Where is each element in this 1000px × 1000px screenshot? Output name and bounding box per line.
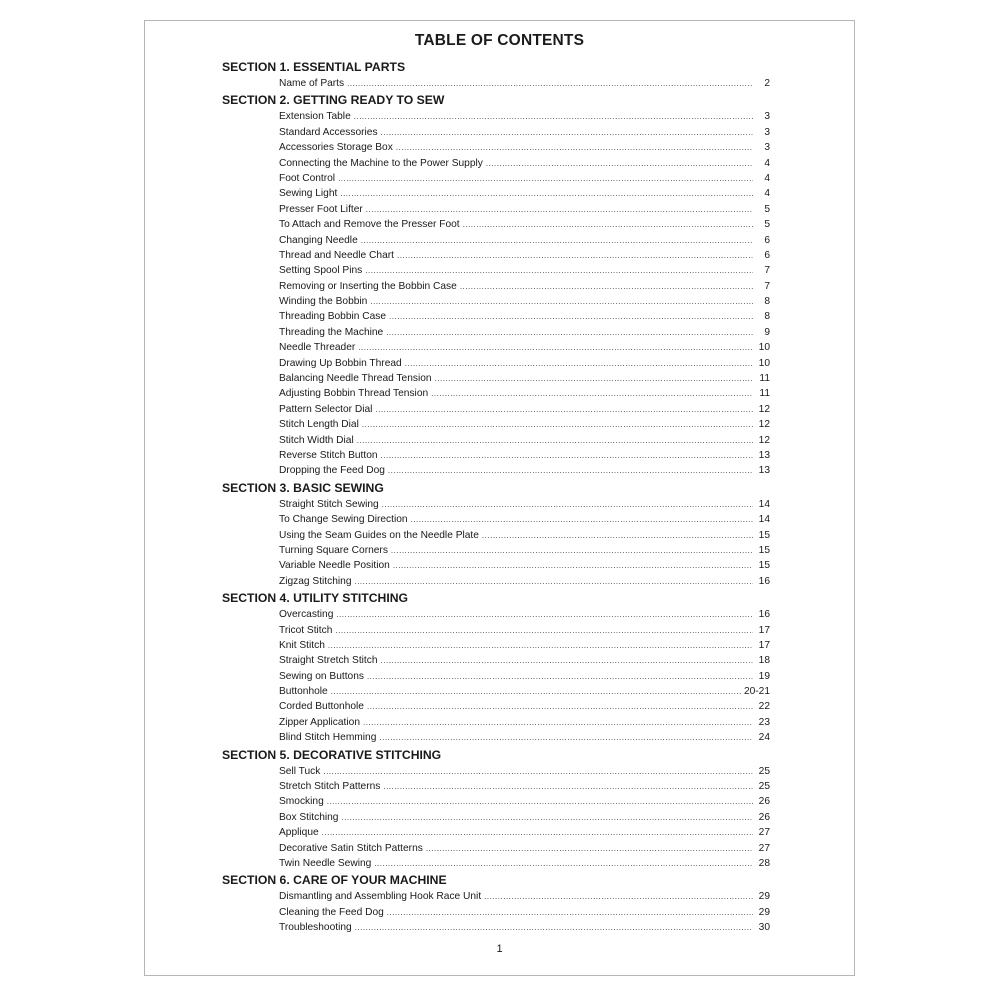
entry-label: Sewing on Buttons — [279, 670, 364, 682]
entry-label: Tricot Stitch — [279, 624, 333, 636]
entry-label: Dropping the Feed Dog — [279, 465, 385, 477]
toc-entry — [220, 171, 770, 186]
page-title: TABLE OF CONTENTS — [414, 32, 585, 49]
entry-label: Stitch Width Dial — [279, 434, 354, 446]
entry-page-number: 17 — [758, 639, 770, 651]
entry-label: Straight Stitch Sewing — [279, 498, 379, 510]
toc-entry — [220, 825, 770, 840]
entry-label: Presser Foot Lifter — [279, 203, 363, 215]
toc-entry — [220, 463, 770, 478]
toc-entry — [220, 730, 770, 745]
entry-label: Pattern Selector Dial — [279, 403, 373, 415]
section-heading: SECTION 6. CARE OF YOUR MACHINE — [222, 873, 447, 888]
toc-entry — [220, 856, 770, 871]
toc-entry — [220, 433, 770, 448]
toc-entry — [220, 248, 770, 263]
section-heading: SECTION 5. DECORATIVE STITCHING — [222, 747, 442, 762]
dot-leader — [341, 810, 753, 825]
toc-entry — [220, 156, 770, 171]
dot-leader — [328, 638, 753, 653]
entry-page-number: 30 — [758, 922, 770, 934]
dot-leader — [362, 417, 753, 432]
entry-label: Smocking — [279, 796, 324, 808]
toc-entry — [220, 263, 770, 278]
dot-leader — [411, 512, 753, 527]
document-page — [144, 20, 855, 976]
entry-page-number: 16 — [758, 575, 770, 587]
entry-page-number: 13 — [758, 449, 770, 461]
entry-label: Needle Threader — [279, 342, 356, 354]
entry-label: Stretch Stitch Patterns — [279, 781, 381, 793]
dot-leader — [383, 779, 753, 794]
toc-entry — [220, 528, 770, 543]
dot-leader — [379, 730, 753, 745]
entry-label: Foot Control — [279, 172, 336, 184]
toc-entry — [220, 340, 770, 355]
entry-label: Applique — [279, 827, 319, 839]
entry-page-number: 16 — [758, 609, 770, 621]
dot-leader — [387, 905, 753, 920]
entry-label: Box Stitching — [279, 811, 339, 823]
toc-entry — [220, 715, 770, 730]
entry-label: Twin Needle Sewing — [279, 857, 372, 869]
entry-label: Setting Spool Pins — [279, 265, 363, 277]
dot-leader — [391, 543, 753, 558]
toc-entry — [220, 294, 770, 309]
entry-page-number: 25 — [758, 765, 770, 777]
toc-entry — [220, 109, 770, 124]
toc-entry — [220, 764, 770, 779]
toc-entry — [220, 638, 770, 653]
entry-label: Corded Buttonhole — [279, 701, 364, 713]
entry-page-number: 12 — [758, 419, 770, 431]
entry-label: Name of Parts — [279, 78, 345, 89]
dot-leader — [335, 623, 753, 638]
section-heading: SECTION 2. GETTING READY TO SEW — [222, 93, 445, 108]
entry-label: Standard Accessories — [279, 126, 378, 138]
entry-label: Using the Seam Guides on the Needle Plate — [279, 529, 479, 541]
toc-entry — [220, 309, 770, 324]
toc-entry — [220, 558, 770, 573]
dot-leader — [354, 574, 753, 589]
entry-page-number: 9 — [764, 326, 770, 338]
dot-leader — [389, 309, 753, 324]
entry-label: Variable Needle Position — [279, 560, 390, 572]
toc-entry — [220, 699, 770, 714]
dot-leader — [463, 217, 753, 232]
entry-page-number: 12 — [758, 403, 770, 415]
entry-label: Reverse Stitch Button — [279, 449, 378, 461]
entry-page-number: 18 — [758, 655, 770, 667]
dot-leader — [381, 653, 753, 668]
entry-page-number: 2 — [764, 78, 770, 89]
entry-page-number: 7 — [764, 280, 770, 292]
entry-label: Buttonhole — [279, 686, 328, 698]
entry-page-number: 6 — [764, 234, 770, 246]
toc-entry — [220, 233, 770, 248]
entry-label: Zigzag Stitching — [279, 575, 352, 587]
dot-leader — [486, 156, 753, 171]
toc-entry — [220, 574, 770, 589]
entry-page-number: 14 — [758, 514, 770, 526]
entry-page-number: 27 — [758, 842, 770, 854]
entry-label: Threading Bobbin Case — [279, 311, 387, 323]
entry-page-number: 7 — [764, 265, 770, 277]
entry-label: Overcasting — [279, 609, 334, 621]
toc-entry — [220, 779, 770, 794]
dot-leader — [388, 463, 753, 478]
dot-leader — [367, 669, 753, 684]
entry-label: Removing or Inserting the Bobbin Case — [279, 280, 457, 292]
dot-leader — [354, 109, 753, 124]
entry-label: To Attach and Remove the Presser Foot — [279, 219, 460, 231]
entry-label: Stitch Length Dial — [279, 419, 359, 431]
toc-entry — [220, 386, 770, 401]
entry-page-number: 25 — [758, 781, 770, 793]
section-heading: SECTION 4. UTILITY STITCHING — [222, 591, 408, 606]
toc-entry — [220, 325, 770, 340]
toc-entry — [220, 607, 770, 622]
toc-entry — [220, 497, 770, 512]
dot-leader — [338, 171, 753, 186]
dot-leader — [381, 125, 753, 140]
toc-entry — [220, 279, 770, 294]
toc-entry — [220, 186, 770, 201]
entry-page-number: 14 — [758, 498, 770, 510]
dot-leader — [435, 371, 753, 386]
dot-leader — [340, 186, 753, 201]
toc-entry — [220, 140, 770, 155]
entry-label: Sell Tuck — [279, 765, 321, 777]
entry-page-number: 4 — [764, 188, 770, 200]
entry-page-number: 28 — [758, 857, 770, 869]
entry-page-number: 8 — [764, 311, 770, 323]
entry-page-number: 3 — [764, 111, 770, 123]
entry-page-number: 15 — [758, 544, 770, 556]
entry-page-number: 15 — [758, 560, 770, 572]
section-heading: SECTION 3. BASIC SEWING — [222, 480, 384, 495]
entry-page-number: 4 — [764, 157, 770, 169]
dot-leader — [347, 76, 753, 91]
toc-entry — [220, 841, 770, 856]
toc-entry — [220, 623, 770, 638]
toc-entry — [220, 905, 770, 920]
entry-label: Straight Stretch Stitch — [279, 655, 378, 667]
dot-leader — [327, 794, 753, 809]
dot-leader — [386, 325, 753, 340]
entry-page-number: 13 — [758, 465, 770, 477]
dot-leader — [375, 402, 753, 417]
dot-leader — [374, 856, 753, 871]
entry-label: Changing Needle — [279, 234, 358, 246]
entry-label: Connecting the Machine to the Power Supply — [279, 157, 483, 169]
dot-leader — [431, 386, 753, 401]
toc-entry — [220, 512, 770, 527]
toc-entry — [220, 125, 770, 140]
toc-entry — [220, 76, 770, 91]
entry-page-number: 6 — [764, 249, 770, 261]
entry-page-number: 10 — [758, 342, 770, 354]
dot-leader — [405, 356, 753, 371]
entry-page-number: 19 — [758, 670, 770, 682]
entry-page-number: 17 — [758, 624, 770, 636]
entry-page-number: 8 — [764, 296, 770, 308]
dot-leader — [366, 202, 753, 217]
entry-page-number: 22 — [758, 701, 770, 713]
entry-page-number: 5 — [764, 203, 770, 215]
entry-label: Troubleshooting — [279, 922, 352, 934]
dot-leader — [322, 825, 753, 840]
dot-leader — [370, 294, 753, 309]
page-number: 1 — [496, 943, 503, 955]
entry-label: Turning Square Corners — [279, 544, 388, 556]
entry-label: Thread and Needle Chart — [279, 249, 394, 261]
dot-leader — [357, 433, 753, 448]
toc-entry — [220, 402, 770, 417]
dot-leader — [484, 889, 753, 904]
entry-page-number: 23 — [758, 716, 770, 728]
entry-page-number: 29 — [758, 906, 770, 918]
entry-page-number: 3 — [764, 126, 770, 138]
entry-label: Threading the Machine — [279, 326, 384, 338]
toc-entry — [220, 448, 770, 463]
dot-leader — [365, 263, 753, 278]
entry-page-number: 20-21 — [743, 686, 770, 698]
dot-leader — [482, 528, 753, 543]
entry-page-number: 10 — [758, 357, 770, 369]
entry-page-number: 27 — [758, 827, 770, 839]
dot-leader — [426, 841, 753, 856]
entry-label: To Change Sewing Direction — [279, 514, 408, 526]
dot-leader — [367, 699, 753, 714]
dot-leader — [336, 607, 753, 622]
entry-label: Blind Stitch Hemming — [279, 732, 377, 744]
entry-label: Adjusting Bobbin Thread Tension — [279, 388, 429, 400]
entry-page-number: 4 — [764, 172, 770, 184]
toc-entry — [220, 202, 770, 217]
dot-leader — [460, 279, 753, 294]
entry-page-number: 15 — [758, 529, 770, 541]
toc-entry — [220, 920, 770, 935]
toc-entry — [220, 684, 770, 699]
toc-entry — [220, 810, 770, 825]
toc-entry — [220, 217, 770, 232]
section-heading: SECTION 1. ESSENTIAL PARTS — [222, 60, 406, 74]
entry-page-number: 24 — [758, 732, 770, 744]
dot-leader — [358, 340, 753, 355]
entry-label: Sewing Light — [279, 188, 338, 200]
toc-entry — [220, 669, 770, 684]
entry-label: Decorative Satin Stitch Patterns — [279, 842, 423, 854]
entry-label: Balancing Needle Thread Tension — [279, 373, 432, 385]
dot-leader — [323, 764, 753, 779]
dot-leader — [363, 715, 753, 730]
toc-entry — [220, 371, 770, 386]
entry-page-number: 5 — [764, 219, 770, 231]
dot-leader — [361, 233, 753, 248]
entry-label: Zipper Application — [279, 716, 360, 728]
entry-label: Extension Table — [279, 111, 351, 123]
entry-page-number: 26 — [758, 796, 770, 808]
toc-entry — [220, 543, 770, 558]
entry-page-number: 26 — [758, 811, 770, 823]
toc-entry — [220, 417, 770, 432]
toc-entry — [220, 356, 770, 371]
toc-entry — [220, 794, 770, 809]
dot-leader — [355, 920, 753, 935]
entry-label: Winding the Bobbin — [279, 296, 368, 308]
entry-label: Knit Stitch — [279, 639, 325, 651]
dot-leader — [331, 684, 741, 699]
entry-page-number: 11 — [759, 373, 770, 385]
entry-page-number: 29 — [758, 891, 770, 903]
entry-page-number: 3 — [764, 142, 770, 154]
entry-label: Cleaning the Feed Dog — [279, 906, 384, 918]
toc-entry — [220, 653, 770, 668]
entry-label: Dismantling and Assembling Hook Race Unit — [279, 891, 482, 903]
dot-leader — [381, 448, 753, 463]
dot-leader — [382, 497, 753, 512]
entry-label: Accessories Storage Box — [279, 142, 393, 154]
toc-entry — [220, 889, 770, 904]
entry-page-number: 12 — [758, 434, 770, 446]
dot-leader — [393, 558, 753, 573]
dot-leader — [396, 140, 753, 155]
table-of-contents — [220, 58, 770, 936]
dot-leader — [397, 248, 753, 263]
entry-page-number: 11 — [759, 388, 770, 400]
entry-label: Drawing Up Bobbin Thread — [279, 357, 402, 369]
